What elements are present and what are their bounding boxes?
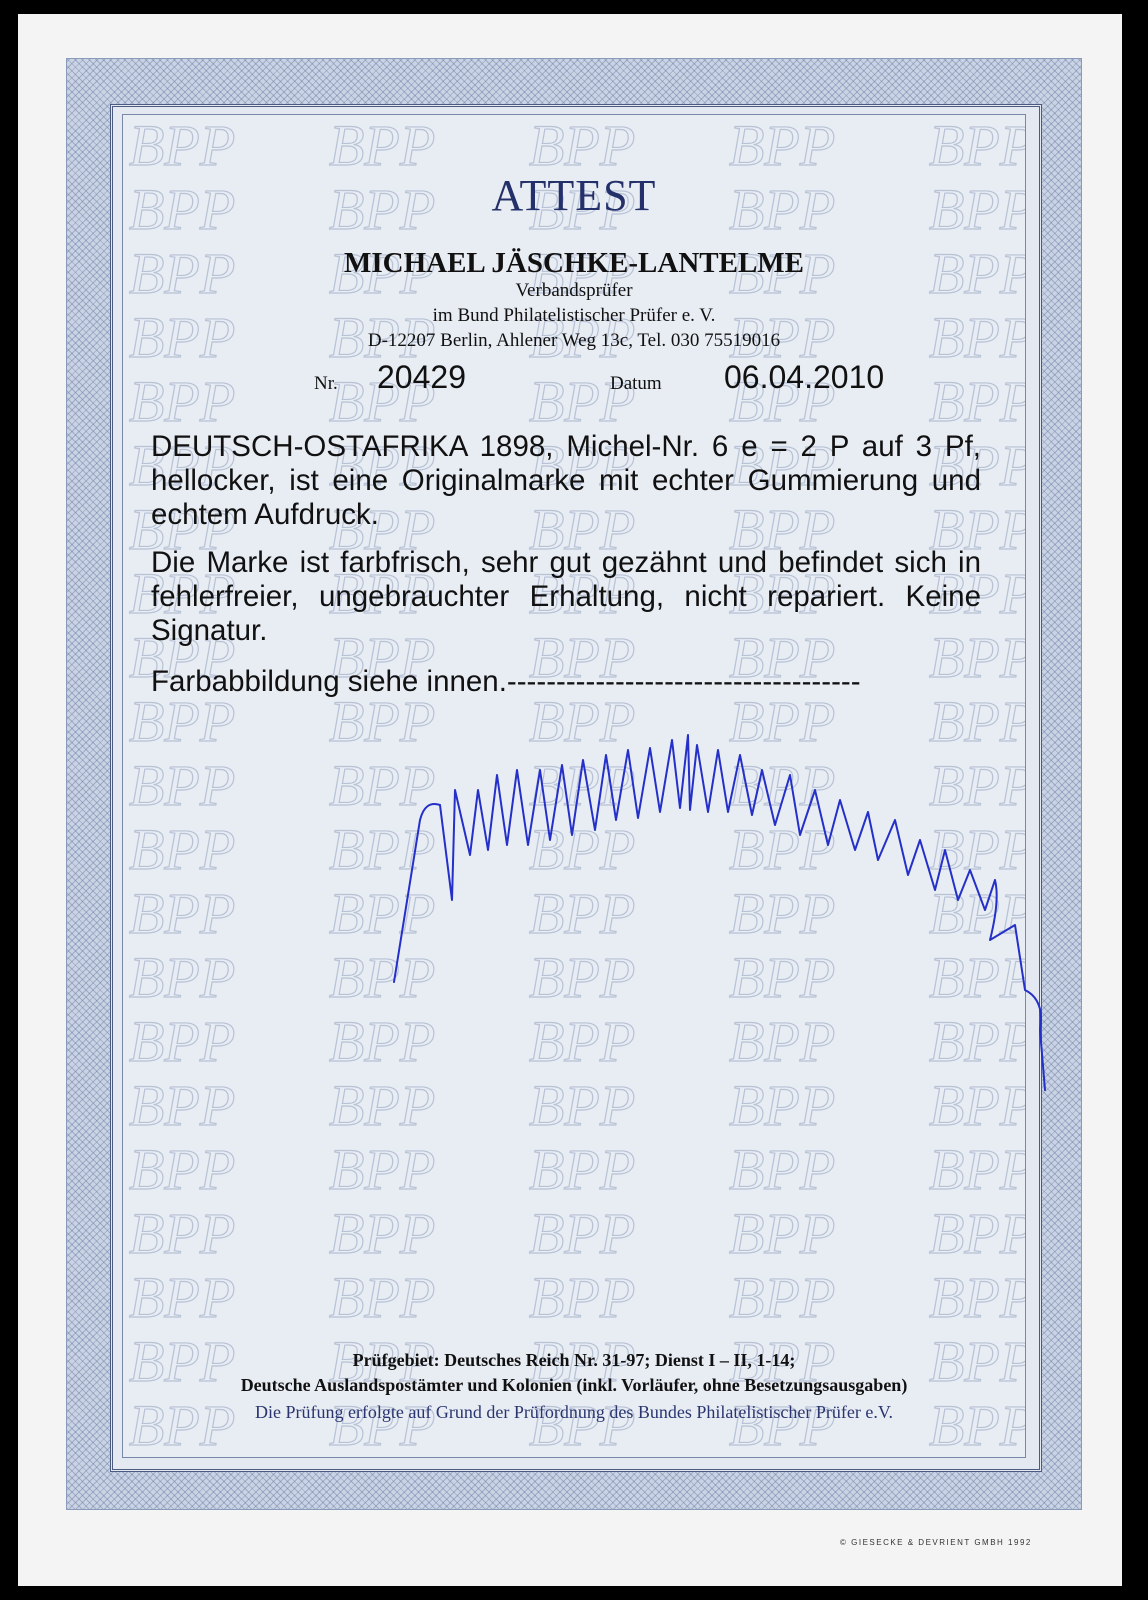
- footer-rules-line: Die Prüfung erfolgte auf Grund der Prüfordnung des Bundes Philatelistischer Prüfer e.V.: [254, 1402, 894, 1422]
- certificate-date: 06.04.2010: [724, 359, 885, 395]
- date-label: Datum: [610, 373, 662, 394]
- examiner-association: im Bund Philatelistischer Prüfer e. V.: [432, 305, 716, 326]
- examiner-role: Verbandsprüfer: [515, 280, 633, 301]
- footer-scope-line-1: Prüfgebiet: Deutsches Reich Nr. 31-97; Dienst I – II, 1-14;: [352, 1350, 796, 1370]
- description-paragraph-2: Die Marke ist farbfrisch, sehr gut gezähnt und befindet sich in fehlerfreier, ungebrauchter Erhaltung, nicht repariert. Keine Signatur.: [151, 546, 981, 647]
- examiner-name: MICHAEL JÄSCHKE-LANTELME: [343, 247, 805, 279]
- description-paragraph-1: DEUTSCH-OSTAFRIKA 1898, Michel-Nr. 6 e = 2 P auf 3 Pf, hellocker, ist eine Originalmarke mit echter Gummierung und echtem Aufdruck.: [151, 430, 981, 531]
- footer-scope-line-2: Deutsche Auslandspostämter und Kolonien (inkl. Vorläufer, ohne Besetzungsausgaben): [240, 1375, 908, 1395]
- examiner-address: D-12207 Berlin, Ahlener Weg 13c, Tel. 030 75519016: [367, 330, 781, 351]
- description-paragraph-3: Farbabbildung siehe innen.------------------------------------: [151, 665, 861, 698]
- certificate-title: ATTEST: [491, 171, 657, 220]
- printer-mark: © GIESECKE & DEVRIENT GMBH 1992: [840, 1538, 1032, 1547]
- certificate-number: 20429: [377, 359, 466, 395]
- number-label: Nr.: [314, 373, 338, 394]
